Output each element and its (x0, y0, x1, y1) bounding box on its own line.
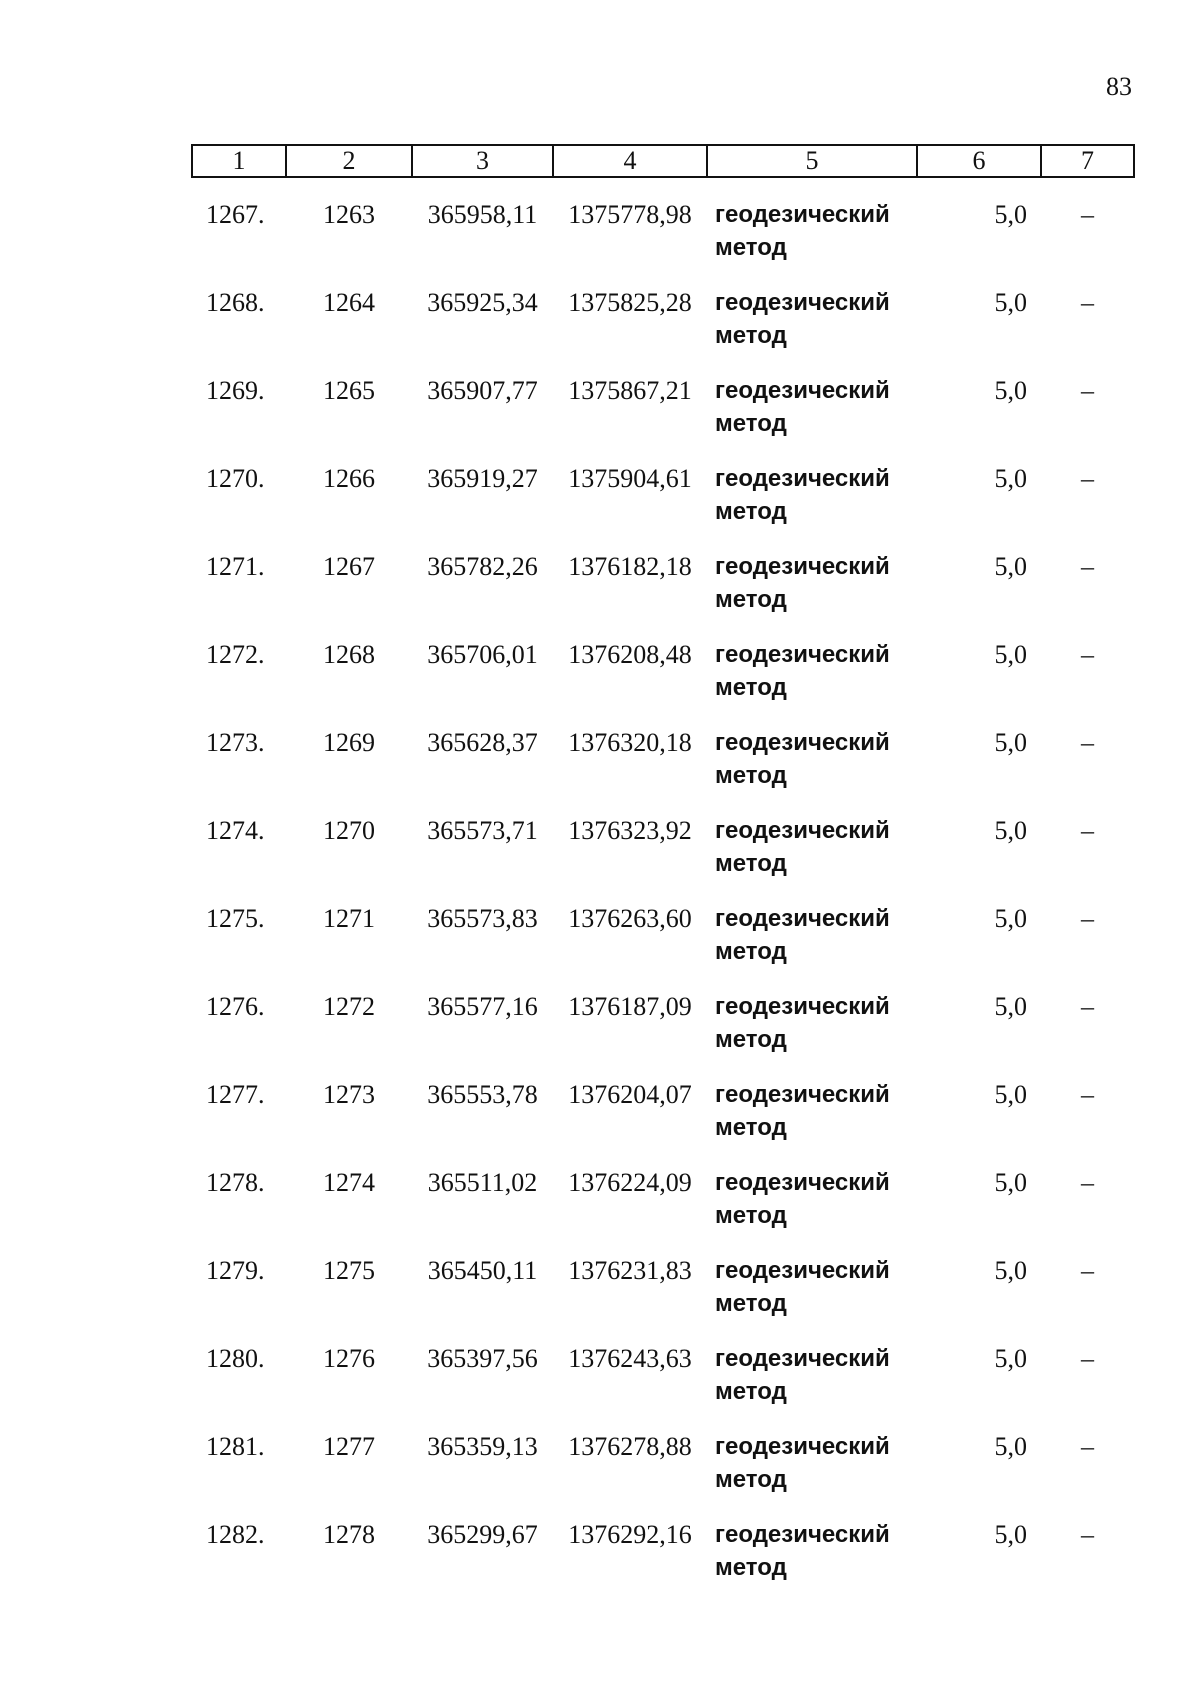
x-coordinate-cell: 365299,67 (427, 1520, 538, 1549)
point-number-cell: 1274 (323, 1168, 375, 1197)
row-number-cell: 1280. (206, 1344, 265, 1373)
method-cell: геодезический метод (715, 905, 890, 965)
y-coordinate-cell: 1376278,88 (568, 1432, 692, 1461)
method-cell: геодезический метод (715, 1169, 890, 1229)
method-cell: геодезический метод (715, 377, 890, 437)
row-number-cell: 1279. (206, 1256, 265, 1285)
table-row (192, 990, 1134, 1078)
header-row (192, 145, 1134, 177)
row-number-cell: 1271. (206, 552, 265, 581)
table-row (192, 1518, 1134, 1606)
point-number-cell: 1277 (323, 1432, 375, 1461)
extra-cell: – (1081, 1432, 1094, 1461)
accuracy-cell: 5,0 (994, 200, 1027, 229)
y-coordinate-cell: 1375904,61 (568, 464, 692, 493)
page-number: 83 (1106, 72, 1132, 101)
x-coordinate-cell: 365958,11 (427, 200, 538, 229)
table-row (192, 1342, 1134, 1430)
accuracy-cell: 5,0 (994, 1432, 1027, 1461)
point-number-cell: 1272 (323, 992, 375, 1021)
method-cell: геодезический метод (715, 1345, 890, 1405)
accuracy-cell: 5,0 (994, 728, 1027, 757)
x-coordinate-cell: 365397,56 (427, 1344, 538, 1373)
extra-cell: – (1081, 904, 1094, 933)
header-cell-6: 6 (917, 145, 1041, 177)
extra-cell: – (1081, 288, 1094, 317)
header-cell-4: 4 (553, 145, 707, 177)
coordinates-table (191, 144, 1135, 1606)
method-cell: геодезический метод (715, 1433, 890, 1493)
table-row (192, 177, 1134, 286)
x-coordinate-cell: 365450,11 (427, 1256, 538, 1285)
y-coordinate-cell: 1376292,16 (568, 1520, 692, 1549)
extra-cell: – (1081, 200, 1094, 229)
accuracy-cell: 5,0 (994, 904, 1027, 933)
extra-cell: – (1081, 640, 1094, 669)
y-coordinate-cell: 1375867,21 (568, 376, 692, 405)
table-row (192, 1078, 1134, 1166)
y-coordinate-cell: 1376263,60 (568, 904, 692, 933)
header-cell-5: 5 (707, 145, 917, 177)
header-cell-3: 3 (412, 145, 553, 177)
accuracy-cell: 5,0 (994, 1168, 1027, 1197)
x-coordinate-cell: 365925,34 (427, 288, 538, 317)
row-number-cell: 1278. (206, 1168, 265, 1197)
x-coordinate-cell: 365359,13 (427, 1432, 538, 1461)
point-number-cell: 1273 (323, 1080, 375, 1109)
extra-cell: – (1081, 1520, 1094, 1549)
accuracy-cell: 5,0 (994, 1520, 1027, 1549)
point-number-cell: 1270 (323, 816, 375, 845)
y-coordinate-cell: 1375778,98 (568, 200, 692, 229)
point-number-cell: 1275 (323, 1256, 375, 1285)
accuracy-cell: 5,0 (994, 1344, 1027, 1373)
method-cell: геодезический метод (715, 465, 890, 525)
method-cell: геодезический метод (715, 289, 890, 349)
table-header (192, 145, 1134, 177)
row-number-cell: 1270. (206, 464, 265, 493)
row-number-cell: 1268. (206, 288, 265, 317)
extra-cell: – (1081, 376, 1094, 405)
table-row (192, 814, 1134, 902)
y-coordinate-cell: 1376231,83 (568, 1256, 692, 1285)
y-coordinate-cell: 1376320,18 (568, 728, 692, 757)
accuracy-cell: 5,0 (994, 552, 1027, 581)
extra-cell: – (1081, 464, 1094, 493)
header-cell-7: 7 (1041, 145, 1134, 177)
y-coordinate-cell: 1376204,07 (568, 1080, 692, 1109)
table-row (192, 462, 1134, 550)
extra-cell: – (1081, 816, 1094, 845)
x-coordinate-cell: 365553,78 (427, 1080, 538, 1109)
y-coordinate-cell: 1376323,92 (568, 816, 692, 845)
header-cell-1: 1 (192, 145, 286, 177)
point-number-cell: 1267 (323, 552, 375, 581)
table-row (192, 726, 1134, 814)
point-number-cell: 1271 (323, 904, 375, 933)
row-number-cell: 1269. (206, 376, 265, 405)
point-number-cell: 1268 (323, 640, 375, 669)
point-number-cell: 1263 (323, 200, 375, 229)
method-cell: геодезический метод (715, 993, 890, 1053)
extra-cell: – (1081, 1080, 1094, 1109)
method-cell: геодезический метод (715, 729, 890, 789)
table-row (192, 286, 1134, 374)
accuracy-cell: 5,0 (994, 640, 1027, 669)
x-coordinate-cell: 365573,71 (427, 816, 538, 845)
point-number-cell: 1278 (323, 1520, 375, 1549)
table-row (192, 374, 1134, 462)
table-row (192, 1166, 1134, 1254)
accuracy-cell: 5,0 (994, 464, 1027, 493)
row-number-cell: 1281. (206, 1432, 265, 1461)
table-row (192, 902, 1134, 990)
row-number-cell: 1273. (206, 728, 265, 757)
y-coordinate-cell: 1376224,09 (568, 1168, 692, 1197)
x-coordinate-cell: 365706,01 (427, 640, 538, 669)
row-number-cell: 1276. (206, 992, 265, 1021)
accuracy-cell: 5,0 (994, 1256, 1027, 1285)
point-number-cell: 1264 (323, 288, 375, 317)
row-number-cell: 1272. (206, 640, 265, 669)
row-number-cell: 1282. (206, 1520, 265, 1549)
coordinates-table-container (191, 144, 1133, 1606)
method-cell: геодезический метод (715, 641, 890, 701)
header-cell-2: 2 (286, 145, 412, 177)
accuracy-cell: 5,0 (994, 1080, 1027, 1109)
method-cell: геодезический метод (715, 1081, 890, 1141)
extra-cell: – (1081, 1344, 1094, 1373)
method-cell: геодезический метод (715, 201, 890, 261)
x-coordinate-cell: 365919,27 (427, 464, 538, 493)
x-coordinate-cell: 365628,37 (427, 728, 538, 757)
x-coordinate-cell: 365511,02 (427, 1168, 538, 1197)
accuracy-cell: 5,0 (994, 376, 1027, 405)
table-row (192, 1254, 1134, 1342)
x-coordinate-cell: 365907,77 (427, 376, 538, 405)
row-number-cell: 1267. (206, 200, 265, 229)
row-number-cell: 1275. (206, 904, 265, 933)
extra-cell: – (1081, 728, 1094, 757)
x-coordinate-cell: 365573,83 (427, 904, 538, 933)
accuracy-cell: 5,0 (994, 816, 1027, 845)
method-cell: геодезический метод (715, 1521, 890, 1581)
extra-cell: – (1081, 1256, 1094, 1285)
point-number-cell: 1276 (323, 1344, 375, 1373)
method-cell: геодезический метод (715, 553, 890, 613)
table-row (192, 550, 1134, 638)
accuracy-cell: 5,0 (994, 992, 1027, 1021)
table-row (192, 1430, 1134, 1518)
accuracy-cell: 5,0 (994, 288, 1027, 317)
extra-cell: – (1081, 1168, 1094, 1197)
extra-cell: – (1081, 992, 1094, 1021)
extra-cell: – (1081, 552, 1094, 581)
row-number-cell: 1274. (206, 816, 265, 845)
point-number-cell: 1266 (323, 464, 375, 493)
y-coordinate-cell: 1376208,48 (568, 640, 692, 669)
point-number-cell: 1269 (323, 728, 375, 757)
row-number-cell: 1277. (206, 1080, 265, 1109)
method-cell: геодезический метод (715, 817, 890, 877)
y-coordinate-cell: 1376187,09 (568, 992, 692, 1021)
x-coordinate-cell: 365782,26 (427, 552, 538, 581)
x-coordinate-cell: 365577,16 (427, 992, 538, 1021)
y-coordinate-cell: 1376243,63 (568, 1344, 692, 1373)
table-row (192, 638, 1134, 726)
table-body (192, 177, 1134, 1606)
method-cell: геодезический метод (715, 1257, 890, 1317)
y-coordinate-cell: 1376182,18 (568, 552, 692, 581)
y-coordinate-cell: 1375825,28 (568, 288, 692, 317)
point-number-cell: 1265 (323, 376, 375, 405)
